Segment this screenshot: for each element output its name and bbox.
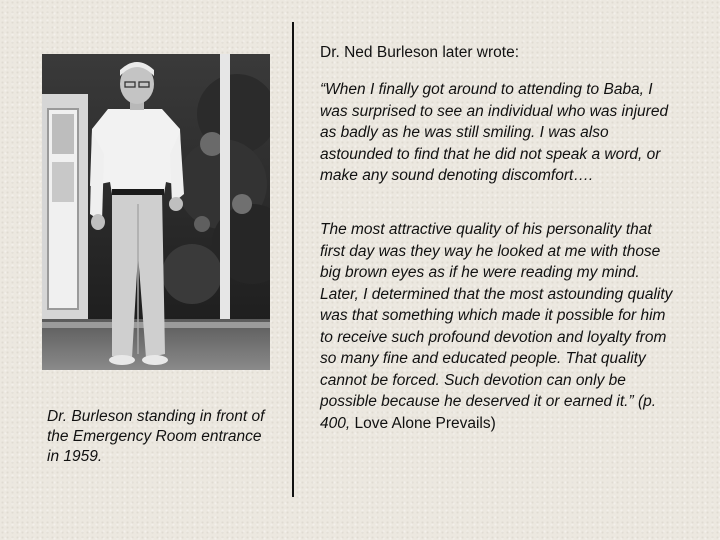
vertical-divider xyxy=(292,22,294,497)
quote-citation: Love Alone Prevails) xyxy=(350,414,496,432)
quote-paragraph-1: “When I finally got around to attending to Baba, I was surprised to see an individual who was injured as badly as he was still smiling. I was also astounded to find that he did not speak a word, or make any sound denoting discomfort…. xyxy=(320,81,669,184)
quote-paragraph-2-text: The most attractive quality of his personality that first day was they way he looked at me with those big brown eyes as if he were reading my mind. Later, I determined that the most astounding quality was that something which made it possible for him to receive such profound devotion and loyalty from so many fine and educated people. That quality cannot be forced. Such devotion can only be possible because he deserved it or earned it.” (p. 400, xyxy=(320,221,673,432)
photo-caption: Dr. Burleson standing in front of the Emergency Room entrance in 1959. xyxy=(47,408,265,465)
photo-of-doctor-icon xyxy=(42,54,270,370)
quote-paragraph-2 xyxy=(320,219,680,434)
quote-heading: Dr. Ned Burleson later wrote: xyxy=(320,44,520,61)
doctor-photo xyxy=(42,54,270,370)
